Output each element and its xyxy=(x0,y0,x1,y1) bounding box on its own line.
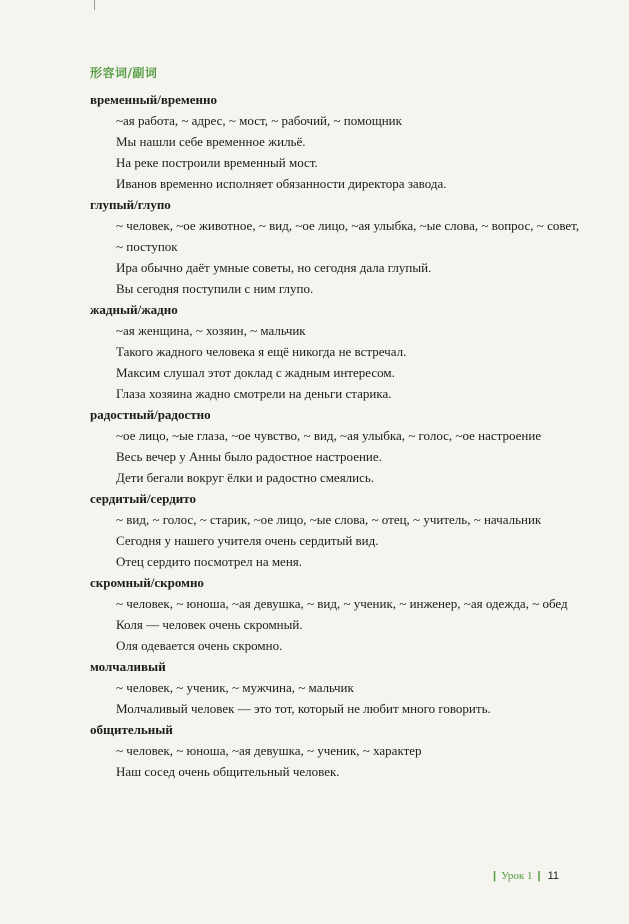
example-sentence: Иванов временно исполняет обязанности директора завода. xyxy=(116,176,447,191)
entry-headword: сердитый/сердито xyxy=(90,491,196,506)
example-sentence: Глаза хозяина жадно смотрели на деньги старика. xyxy=(116,386,392,401)
collocation-line: ~ человек, ~ое животное, ~ вид, ~ое лицо, ~ая улыбка, ~ые слова, ~ вопрос, ~ совет, ~ поступок xyxy=(116,218,580,254)
vocab-entry xyxy=(88,194,588,299)
entry-headword: глупый/глупо xyxy=(90,197,171,212)
vocab-entry xyxy=(88,404,588,488)
collocation-line: ~ человек, ~ ученик, ~ мужчина, ~ мальчик xyxy=(116,680,354,695)
page-number: 11 xyxy=(547,870,559,882)
entry-headword: скромный/скромно xyxy=(90,575,204,590)
crop-mark xyxy=(94,0,95,10)
entry-headword: жадный/жадно xyxy=(90,302,178,317)
example-sentence: На реке построили временный мост. xyxy=(116,155,318,170)
example-sentence: Молчаливый человек — это тот, который не любит много говорить. xyxy=(116,701,491,716)
collocation-line: ~ое лицо, ~ые глаза, ~ое чувство, ~ вид, ~ая улыбка, ~ голос, ~ое настроение xyxy=(116,428,542,443)
collocation-line: ~ая женщина, ~ хозяин, ~ мальчик xyxy=(116,323,306,338)
vocab-entry xyxy=(88,488,588,572)
example-sentence: Максим слушал этот доклад с жадным интересом. xyxy=(116,365,395,380)
footer-separator: | xyxy=(493,870,497,882)
lesson-label: Урок 1 xyxy=(501,870,533,882)
collocation-line: ~ человек, ~ юноша, ~ая девушка, ~ вид, ~ ученик, ~ инженер, ~ая одежда, ~ обед xyxy=(116,596,568,611)
example-sentence: Мы нашли себе временное жильё. xyxy=(116,134,306,149)
example-sentence: Сегодня у нашего учителя очень сердитый вид. xyxy=(116,533,379,548)
vocab-entry xyxy=(88,719,588,782)
vocab-entry xyxy=(88,656,588,719)
collocation-line: ~ человек, ~ юноша, ~ая девушка, ~ ученик, ~ характер xyxy=(116,743,422,758)
entry-headword: радостный/радостно xyxy=(90,407,211,422)
example-sentence: Оля одевается очень скромно. xyxy=(116,638,283,653)
collocation-line: ~ая работа, ~ адрес, ~ мост, ~ рабочий, ~ помощник xyxy=(116,113,402,128)
example-sentence: Отец сердито посмотрел на меня. xyxy=(116,554,303,569)
example-sentence: Такого жадного человека я ещё никогда не встречал. xyxy=(116,344,407,359)
vocab-entry xyxy=(88,299,588,404)
entry-headword: временный/временно xyxy=(90,92,218,107)
section-title: 形容词/副词 xyxy=(90,66,158,80)
page-footer xyxy=(493,870,559,882)
vocab-entry xyxy=(88,572,588,656)
entry-headword: общительный xyxy=(90,722,173,737)
vocab-entry xyxy=(88,89,588,194)
entry-headword: молчаливый xyxy=(90,659,166,674)
example-sentence: Вы сегодня поступили с ним глупо. xyxy=(116,281,314,296)
vocabulary-entries xyxy=(88,89,588,782)
example-sentence: Ира обычно даёт умные советы, но сегодня дала глупый. xyxy=(116,260,432,275)
example-sentence: Дети бегали вокруг ёлки и радостно смеялись. xyxy=(116,470,375,485)
footer-separator: | xyxy=(537,870,541,882)
collocation-line: ~ вид, ~ голос, ~ старик, ~ое лицо, ~ые слова, ~ отец, ~ учитель, ~ начальник xyxy=(116,512,542,527)
example-sentence: Коля — человек очень скромный. xyxy=(116,617,303,632)
example-sentence: Весь вечер у Анны было радостное настроение. xyxy=(116,449,382,464)
example-sentence: Наш сосед очень общительный человек. xyxy=(116,764,340,779)
